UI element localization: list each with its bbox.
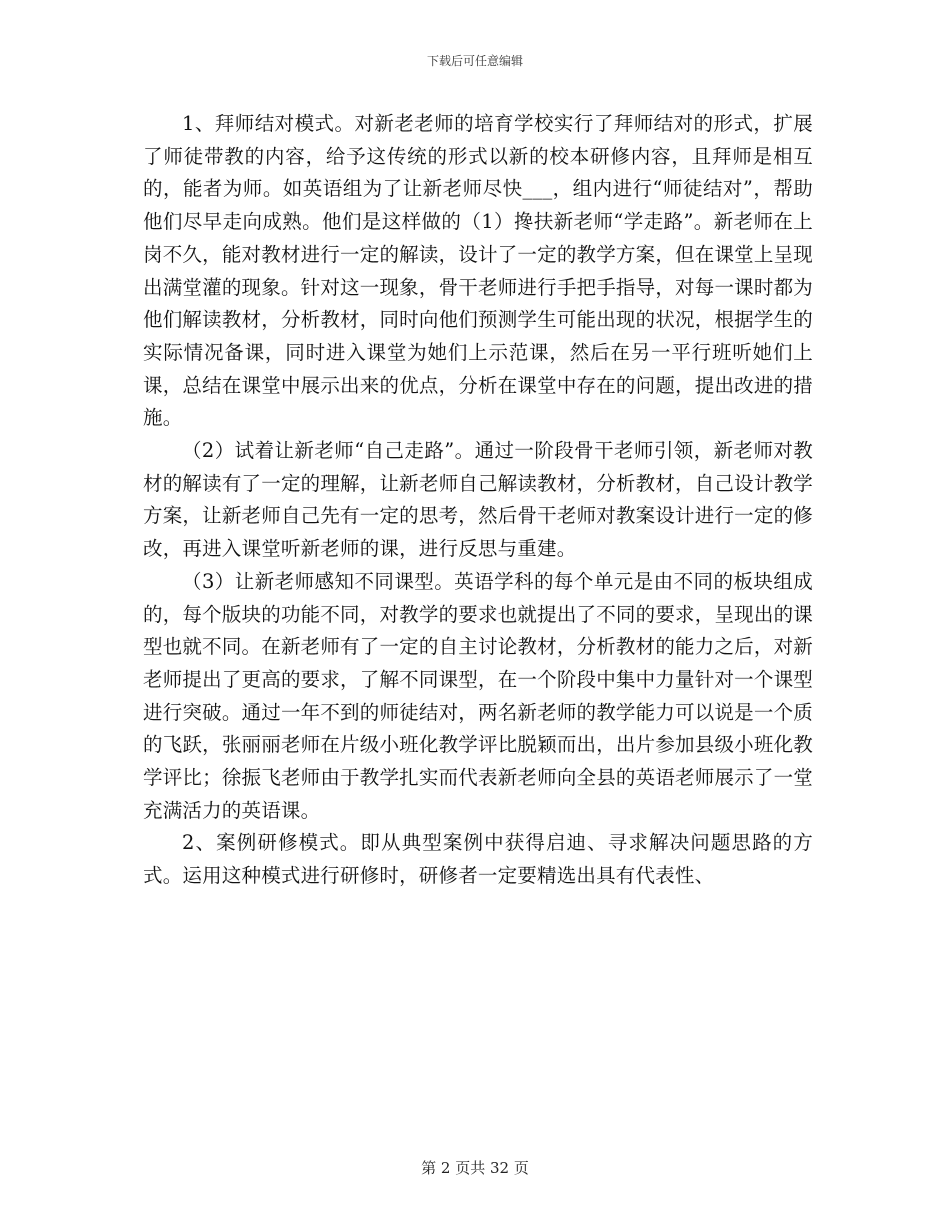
paragraph-lesson-types: （3）让新老师感知不同课型。英语学科的每个单元是由不同的板块组成的，每个版块的功能不同，对教学的要求也就提出了不同的要求，呈现出的课型也就不同。在新老师有了一定的自主讨论教材，分析教材的能力之后，对新老师提出了更高的要求，了解不同课型，在一个阶段中集中力量针对一个课型进行突破。通过一年不到的师徒结对，两名新老师的教学能力可以说是一个质的飞跃，张丽丽老师在片级小班化教学评比脱颖而出，出片参加县级小班化教学评比；徐振飞老师由于教学扎实而代表新老师向全县的英语老师展示了一堂充满活力的英语课。 [143,569,813,822]
paragraph-mentoring-model: 1、拜师结对模式。对新老老师的培育学校实行了拜师结对的形式，扩展了师徒带教的内容，给予这传统的形式以新的校本研修内容，且拜师是相互的，能者为师。如英语组为了让新老师尽快___，组内进行“师徒结对”，帮助他们尽早走向成熟。他们是这样做的（1）搀扶新老师“学走路”。新老师在上岗不久，能对教材进行一定的解读，设计了一定的教学方案，但在课堂上呈现出满堂灌的现象。针对这一现象，骨干老师进行手把手指导，对每一课时都为他们解读教材，分析教材，同时向他们预测学生可能出现的状况，根据学生的实际情况备课，同时进入课堂为她们上示范课，然后在另一平行班听她们上课，总结在课堂中展示出来的优点，分析在课堂中存在的问题，提出改进的措施。 [143,112,813,430]
document-body [143,108,813,893]
paragraph-case-study-model: 2、案例研修模式。即从典型案例中获得启迪、寻求解决问题思路的方式。运用这种模式进行研修时，研修者一定要精选出具有代表性、 [143,831,813,888]
paragraph-self-walking: （2）试着让新老师“自己走路”。通过一阶段骨干老师引领，新老师对教材的解读有了一定的理解，让新老师自己解读教材，分析教材，自己设计教学方案，让新老师自己先有一定的思考，然后骨干老师对教案设计进行一定的修改，再进入课堂听新老师的课，进行反思与重建。 [143,439,813,561]
page-header: 下载后可任意编辑 [426,54,523,68]
page-number: 第 2 页共 32 页 [421,1159,529,1177]
